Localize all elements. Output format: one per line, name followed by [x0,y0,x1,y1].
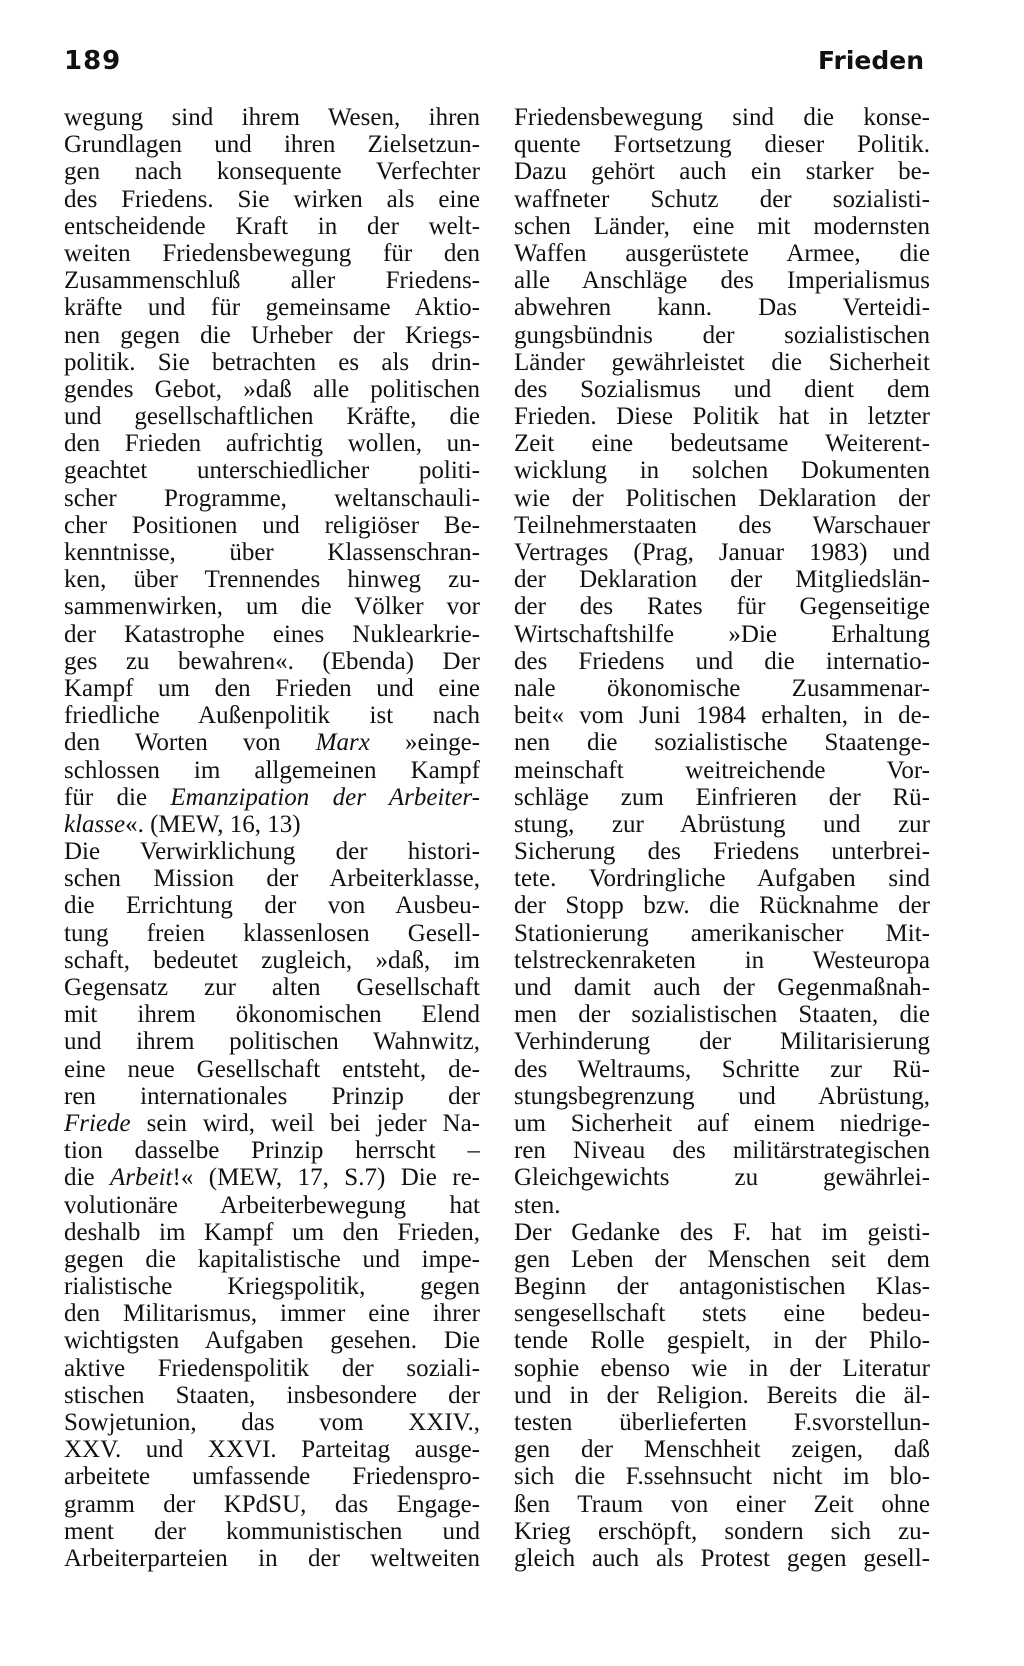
text-line: tete. Vordringliche Aufgaben sind [514,865,930,893]
text-line: die Arbeit!« (MEW, 17, S.7) Die re- [64,1164,480,1192]
text-line: ren Niveau des militärstrategischen [514,1137,930,1165]
text-line: kenntnisse, über Klassenschran- [64,539,480,566]
text-line: entscheidende Kraft in der welt- [64,212,480,240]
text-line: men der sozialistischen Staaten, die [514,1001,930,1029]
text-line: gegen die kapitalistische und impe- [64,1245,480,1273]
text-line: arbeitete umfassende Friedenspro- [64,1463,480,1491]
text-line: Der Gedanke des F. hat im geisti- [514,1218,930,1246]
text-line: Verhinderung der Militarisierung [514,1028,930,1056]
text-line: der Stopp bzw. die Rücknahme der [514,892,930,920]
text-line: der Deklaration der Mitgliedslän- [514,566,930,594]
text-line: Teilnehmerstaaten des Warschauer [514,511,930,539]
text-line: gen Leben der Menschen seit dem [514,1245,930,1273]
text-line: tung freien klassenlosen Gesell- [64,919,480,947]
text-line: Arbeiterparteien in der weltweiten [64,1544,480,1572]
text-line: sich die F.ssehnsucht nicht im blo- [514,1463,930,1491]
text-line: mit ihrem ökonomischen Elend [64,1001,480,1029]
text-line: Krieg erschöpft, sondern sich zu- [514,1517,930,1545]
text-line: wicklung in solchen Dokumenten [514,457,930,485]
text-line: quente Fortsetzung dieser Politik. [514,131,930,159]
text-line: schaft, bedeutet zugleich, »daß, im [64,946,480,974]
italic-emphasis: Emanzipation der Arbeiter- [170,783,480,811]
text-line: tende Rolle gespielt, in der Philo- [514,1327,930,1355]
text-line: und ihrem politischen Wahnwitz, [64,1028,480,1056]
text-line: stischen Staaten, insbesondere der [64,1381,480,1409]
text-line: Waffen ausgerüstete Armee, die [514,239,930,267]
text-line: um Sicherheit auf einem niedrige- [514,1109,930,1137]
text-line: Dazu gehört auch ein starker be- [514,158,930,186]
text-line: schen Länder, eine mit modernsten [514,212,930,240]
text-line: XXV. und XXVI. Parteitag ausge- [64,1436,480,1464]
text-line: Zeit eine bedeutsame Weiterent- [514,430,930,458]
text-line: des Friedens. Sie wirken als eine [64,185,480,213]
text-line: für die Emanzipation der Arbeiter- [64,783,480,811]
text-line: Frieden. Diese Politik hat in letzter [514,403,930,431]
text-line: schläge zum Einfrieren der Rü- [514,783,930,811]
text-line: und damit auch der Gegenmaßnah- [514,974,930,1001]
italic-emphasis: Friede [64,1109,131,1137]
left-text-column [64,104,480,1572]
text-line: politik. Sie betrachten es als drin- [64,348,480,376]
text-line: volutionäre Arbeiterbewegung hat [64,1191,480,1219]
text-line: ment der kommunistischen und [64,1517,480,1545]
text-line: gendes Gebot, »daß alle politischen [64,375,480,403]
text-line: Stationierung amerikanischer Mit- [514,919,930,947]
text-line: gen der Menschheit zeigen, daß [514,1436,930,1464]
text-line: klasse«. (MEW, 16, 13) [64,810,301,838]
text-line: des Weltraums, Schritte zur Rü- [514,1055,930,1083]
text-line: gen nach konsequente Verfechter [64,158,480,186]
text-line: testen überlieferten F.svorstellun- [514,1409,930,1436]
text-line: rialistische Kriegspolitik, gegen [64,1273,480,1301]
text-line: und in der Religion. Bereits die äl- [514,1381,930,1409]
text-line: wegung sind ihrem Wesen, ihren [64,104,480,131]
text-line: die Errichtung der von Ausbeu- [64,892,480,920]
text-line: scher Programme, weltanschauli- [64,484,480,512]
text-line: ken, über Trennendes hinweg zu- [64,566,480,594]
text-line: sengesellschaft stets eine bedeu- [514,1300,930,1328]
text-line: meinschaft weitreichende Vor- [514,756,930,784]
text-line: nen die sozialistische Staatenge- [514,729,930,757]
text-line: den Worten von Marx »einge- [64,729,480,757]
text-line: Friede sein wird, weil bei jeder Na- [64,1109,480,1137]
text-line: sten. [514,1191,561,1219]
text-line: beit« vom Juni 1984 erhalten, in de- [514,702,930,730]
text-line: abwehren kann. Das Verteidi- [514,294,930,322]
text-line: wie der Politischen Deklaration der [514,484,930,512]
text-line: Wirtschaftshilfe »Die Erhaltung [514,620,930,648]
text-line: sammenwirken, um die Völker vor [64,593,480,621]
right-text-column [514,104,930,1572]
text-line: cher Positionen und religiöser Be- [64,511,480,539]
text-line: und gesellschaftlichen Kräfte, die [64,403,480,431]
text-line: telstreckenraketen in Westeuropa [514,946,930,974]
text-line: Die Verwirklichung der histori- [64,838,480,866]
text-line: deshalb im Kampf um den Frieden, [64,1218,480,1246]
text-line: aktive Friedenspolitik der soziali- [64,1354,480,1382]
italic-emphasis: klasse [64,810,126,838]
text-line: schen Mission der Arbeiterklasse, [64,865,480,893]
text-line: nale ökonomische Zusammenar- [514,674,930,702]
text-line: Friedensbewegung sind die konse- [514,104,930,131]
text-line: den Frieden aufrichtig wollen, un- [64,430,480,458]
text-line: kräfte und für gemeinsame Aktio- [64,294,480,322]
running-head: Frieden [818,46,924,75]
text-line: gramm der KPdSU, das Engage- [64,1490,480,1518]
text-line: alle Anschläge des Imperialismus [514,267,930,295]
text-line: Kampf um den Frieden und eine [64,674,480,702]
text-line: Gleichgewichts zu gewährlei- [514,1164,930,1192]
text-line: des Friedens und die internatio- [514,647,930,675]
text-line: ren internationales Prinzip der [64,1082,480,1110]
text-line: sophie ebenso wie in der Literatur [514,1354,930,1382]
text-line: Sicherung des Friedens unterbrei- [514,838,930,866]
text-line: stung, zur Abrüstung und zur [514,810,930,838]
text-line: Vertrages (Prag, Januar 1983) und [514,539,930,566]
text-line: Beginn der antagonistischen Klas- [514,1273,930,1301]
italic-emphasis: Marx [315,729,370,757]
text-line: der Katastrophe eines Nuklearkrie- [64,620,480,648]
text-line: Sowjetunion, das vom XXIV., [64,1409,480,1436]
text-line: den Militarismus, immer eine ihrer [64,1300,480,1328]
text-line: Grundlagen und ihren Zielsetzun- [64,131,480,159]
text-line: stungsbegrenzung und Abrüstung, [514,1082,930,1110]
text-line: friedliche Außenpolitik ist nach [64,702,480,730]
text-line: tion dasselbe Prinzip herrscht – [64,1137,480,1165]
page-number: 189 [64,46,122,76]
text-line: nen gegen die Urheber der Kriegs- [64,321,480,349]
text-line: geachtet unterschiedlicher politi- [64,457,480,485]
text-line: ges zu bewahren«. (Ebenda) Der [64,647,480,675]
text-line: gungsbündnis der sozialistischen [514,321,930,349]
italic-emphasis: Arbeit [110,1164,173,1192]
text-line: waffneter Schutz der sozialisti- [514,185,930,213]
text-line: Länder gewährleistet die Sicherheit [514,348,930,376]
text-line: weiten Friedensbewegung für den [64,239,480,267]
text-line: ßen Traum von einer Zeit ohne [514,1490,930,1518]
text-line: gleich auch als Protest gegen gesell- [514,1544,930,1572]
text-line: Zusammenschluß aller Friedens- [64,267,480,295]
text-line: des Sozialismus und dient dem [514,375,930,403]
text-line: Gegensatz zur alten Gesellschaft [64,974,480,1001]
text-line: der des Rates für Gegenseitige [514,593,930,621]
text-line: wichtigsten Aufgaben gesehen. Die [64,1327,480,1355]
text-line: eine neue Gesellschaft entsteht, de- [64,1055,480,1083]
text-line: schlossen im allgemeinen Kampf [64,756,480,784]
